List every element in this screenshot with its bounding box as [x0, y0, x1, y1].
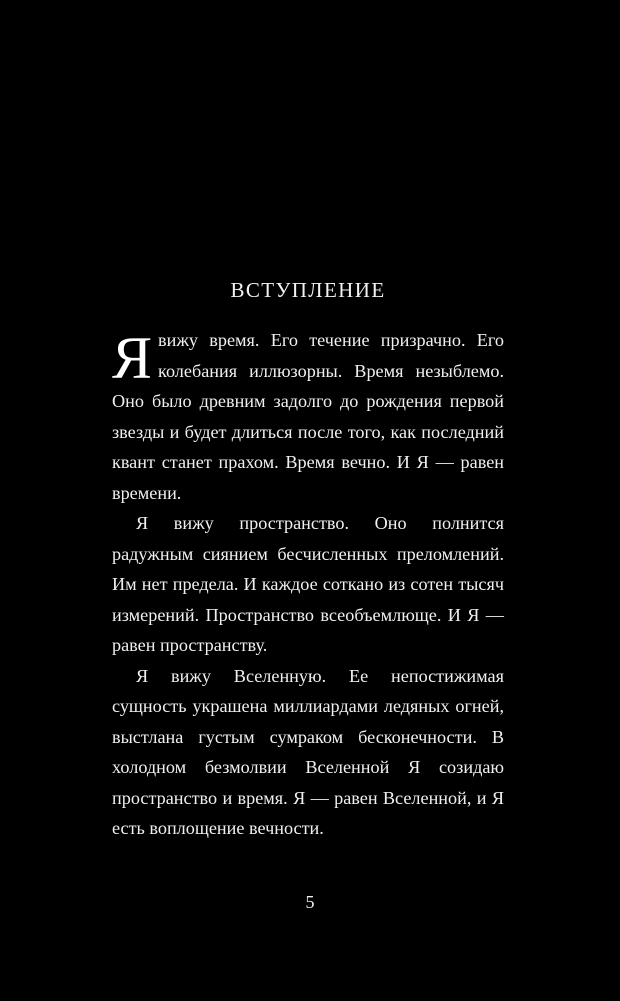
paragraph-1-text: вижу время. Его течение призрачно. Его колебания иллюзорны. Время незыблемо. Оно было древним задолго до рождения первой звезды и будет длиться после того, как последний квант станет прахом. Время вечно. И Я — равен времени.: [112, 330, 504, 503]
chapter-title: ВСТУПЛЕНИЕ: [230, 278, 386, 302]
paragraph-3: Я вижу Вселенную. Ее непостижимая сущность украшена миллиардами ледяных огней, выстлана густым сумраком бесконечности. В холодном безмолвии Вселенной Я созидаю пространство и время. Я — равен Вселенной, и Я есть воплощение вечности.: [112, 665, 504, 838]
page-number: 5: [305, 892, 315, 912]
paragraph-2: Я вижу пространство. Оно полнится радужным сиянием бесчисленных преломлений. Им нет предела. И каждое соткано из сотен тысяч измерений. Пространство всеобъемлюще. И Я — равен пространству.: [112, 513, 504, 655]
drop-cap-letter: Я: [112, 325, 153, 391]
page-content: [112, 278, 504, 844]
paragraph-1: [112, 325, 504, 508]
